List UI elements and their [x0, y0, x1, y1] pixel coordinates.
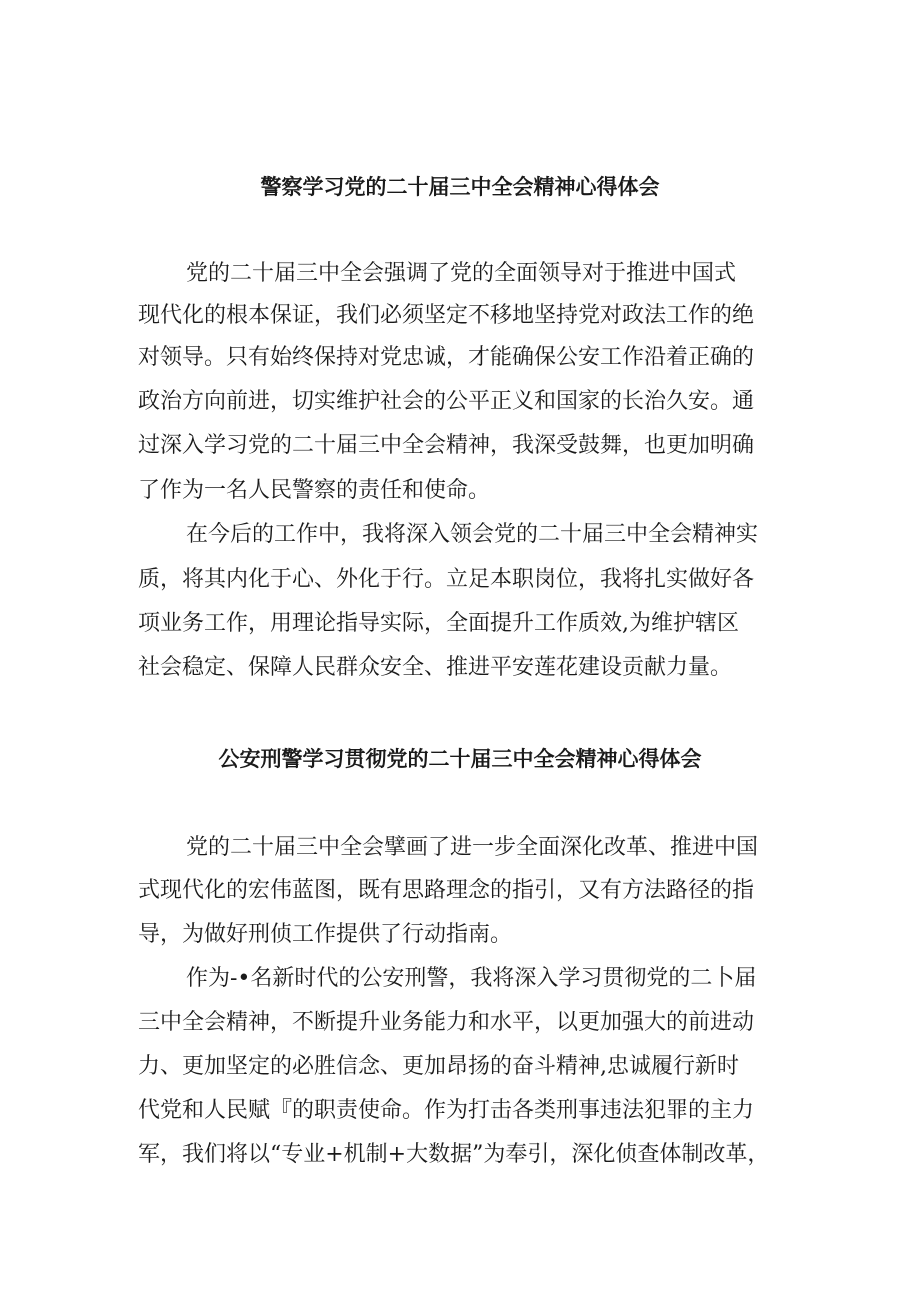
text-line: 式现代化的宏伟蓝图，既有思路理念的指引，又有方法路径的指 — [138, 878, 755, 903]
text-line: 现代化的根本保证，我们必须坚定不移地坚持党对政法工作的绝 — [138, 303, 755, 328]
text-line: 社会稳定、保障人民群众安全、推进平安莲花建设贡献力量。 — [138, 655, 733, 680]
text-line: 力、更加坚定的必胜信念、更加昂扬的奋斗精神,忠诚履行新时 — [138, 1054, 739, 1079]
text-line: 政治方向前进，切实维护社会的公平正义和国家的长治久安。通 — [138, 389, 755, 414]
text-line: 质，将其内化于心、外化于行。立足本职岗位，我将扎实做好各 — [138, 567, 755, 592]
text-line: 军，我们将以“专业+机制+大数据”为奉引，深化侦查体制改革， — [138, 1142, 770, 1167]
text-line: 导，为做好刑侦工作提供了行动指南。 — [138, 922, 513, 947]
text-line: 三中全会精神，不断提升业务能力和水平，以更加强大的前进动 — [138, 1010, 755, 1035]
section-1-title: 警察学习党的二十届三中全会精神心得体会 — [260, 175, 660, 199]
text-line: 了作为一名人民警察的责任和使命。 — [138, 478, 491, 503]
text-line: 对领导。只有始终保持对党忠诚，才能确保公安工作沿着正确的 — [138, 345, 755, 370]
text-line: 作为-•名新时代的公安刑警，我将深入学习贯彻党的二卜届 — [186, 966, 757, 991]
text-line: 代党和人民赋『的职责使命。作为打击各类刑事违法犯罪的主力 — [138, 1098, 755, 1123]
text-line: 党的二十届三中全会强调了党的全面领导对于推进中国式 — [186, 261, 737, 286]
section-2-title: 公安刑警学习贯彻党的二十届三中全会精神心得体会 — [218, 747, 702, 771]
text-line: 党的二十届三中全会擘画了进一步全面深化改革、推进中国 — [186, 835, 759, 860]
text-line: 在今后的工作中，我将深入领会党的二十届三中全会精神实 — [186, 522, 759, 547]
text-line: 过深入学习党的二十届三中全会精神，我深受鼓舞，也更加明确 — [138, 433, 755, 458]
text-line: 项业务工作，用理论指导实际，全面提升工作质效,为维护辖区 — [138, 611, 739, 636]
